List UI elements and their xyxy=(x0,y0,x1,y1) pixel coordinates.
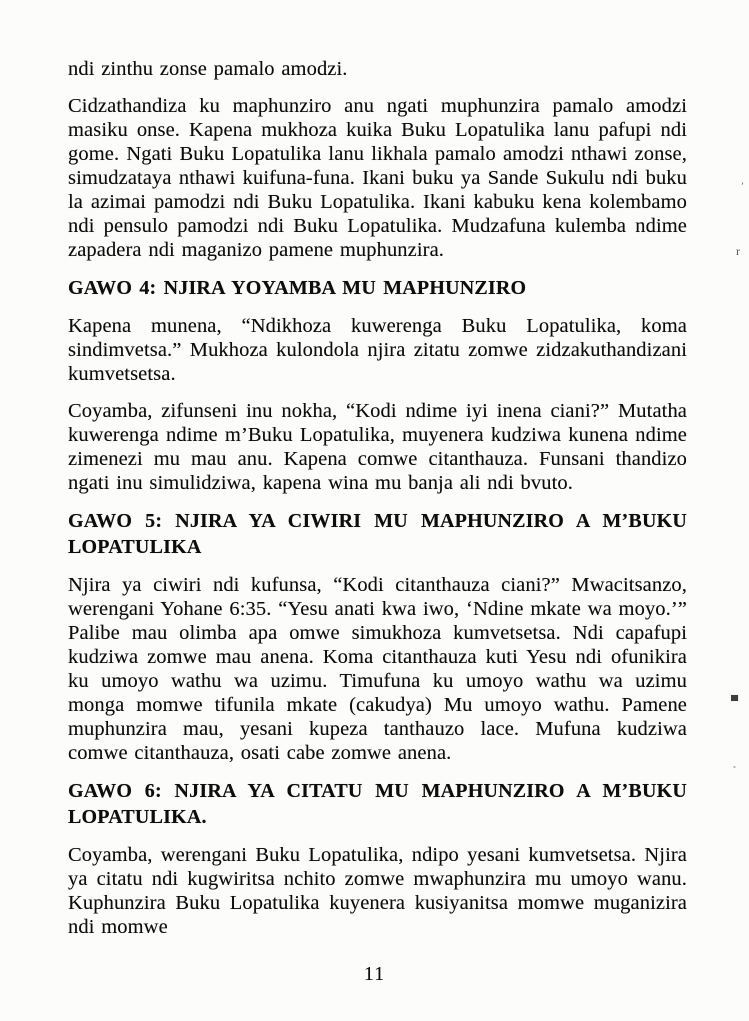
paragraph-gawo4-intro: Kapena munena, “Ndikhoza kuwerenga Buku Lopatulika, koma sindimvetsa.” Mukhoza kulondola njira zitatu zomwe zidzakuthandizani kumvetsetsa. xyxy=(68,315,687,385)
scan-artifact: r xyxy=(736,244,740,258)
paragraph-continuation: ndi zinthu zonse pamalo amodzi. xyxy=(68,58,348,80)
heading-gawo-6: GAWO 6: NJIRA YA CITATU MU MAPHUNZIRO A M’BUKU LOPATULIKA. xyxy=(68,780,687,828)
paragraph-gawo5-method: Njira ya ciwiri ndi kufunsa, “Kodi citanthauza ciani?” Mwacitsanzo, werengani Yohane 6:35. “Yesu anati kwa iwo, ‘Ndine mkate wa moyo.’” Palibe mau olimba apa omwe simukhoza kumvetsetsa. Ndi capafupi kudziwa zomwe mau anena. Koma citanthauza kuti Yesu ndi ofunikira ku umoyo wathu wa uzimu. Timufuna ku umoyo wathu wa uzimu monga momwe tifunila mkate (cakudya) Mu umoyo wathu. Pamene muphunzira mau, yesani kupeza tanthauzo lace. Mufuna kudziwa comwe citanthauza, osati cabe zomwe anena. xyxy=(68,574,687,764)
page-number: 11 xyxy=(363,963,386,985)
text-column xyxy=(68,57,687,952)
heading-gawo-5: GAWO 5: NJIRA YA CIWIRI MU MAPHUNZIRO A M’BUKU LOPATULIKA xyxy=(68,510,687,558)
paragraph-gawo4-method: Coyamba, zifunseni inu nokha, “Kodi ndime iyi inena ciani?” Mutatha kuwerenga ndime m’Buku Lopatulika, muyenera kudziwa kunena ndime zimenezi mu mau anu. Kapena comwe citanthauza. Funsani thandizo ngati inu simulidziwa, kapena wina mu banja ali ndi bvuto. xyxy=(68,400,687,494)
scan-artifact: ’ xyxy=(741,181,744,191)
scan-artifact: ˚ xyxy=(733,765,736,775)
paragraph-gawo6-method: Coyamba, werengani Buku Lopatulika, ndipo yesani kumvetsetsa. Njira ya citatu ndi kugwiritsa nchito zomwe mwaphunzira mu umoyo wanu. Kuphunzira Buku Lopatulika kuyenera kusiyanitsa momwe muganizira ndi momwe xyxy=(68,844,687,938)
paragraph-study-habits: Cidzathandiza ku maphunziro anu ngati muphunzira pamalo amodzi masiku onse. Kapena mukhoza kuika Buku Lopatulika lanu pafupi ndi gome. Ngati Buku Lopatulika lanu likhala pamalo amodzi nthawi zonse, simudzataya nthawi kuifuna-funa. Ikani buku ya Sande Sukulu ndi buku la azimai pamodzi ndi Buku Lopatulika. Ikani kabuku kena kolembamo ndi pensulo pamodzi ndi Buku Lopatulika. Mudzafuna kulemba ndime zapadera ndi maganizo pamene muphunzira. xyxy=(68,95,687,261)
heading-gawo-4: GAWO 4: NJIRA YOYAMBA MU MAPHUNZIRO xyxy=(68,277,527,299)
scan-artifact: ▄ xyxy=(731,690,739,701)
